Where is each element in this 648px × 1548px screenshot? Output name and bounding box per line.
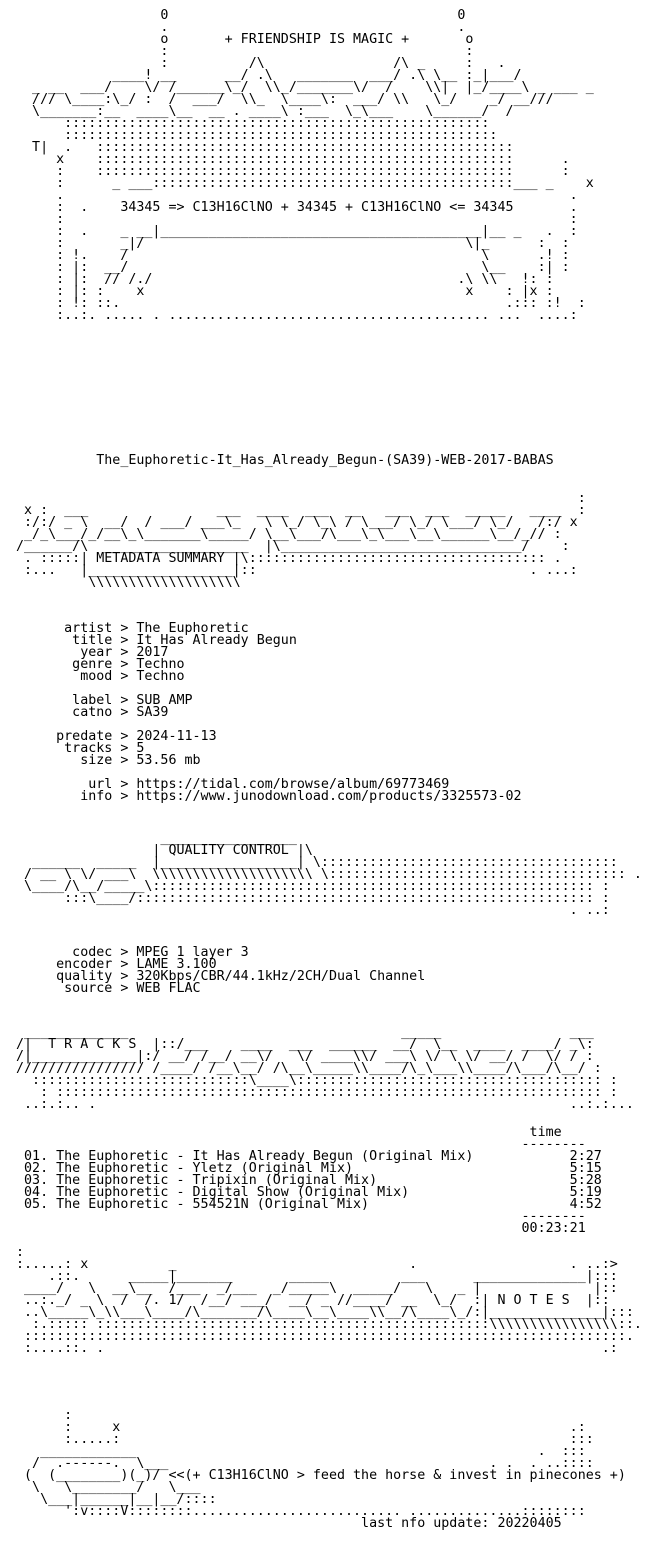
release-name: The_Euphoretic-It_Has_Already_Begun-(SA39)-WEB-2017-BABAS xyxy=(16,453,554,468)
footer-ascii-art: : : x .: :.....: ::: ____________ . ::: / .------. \___ . . . ..:::: ( (________)(_)/ <<(+ C13H16ClNO > feed the horse & invest in pinecones +) \ \________/ \___ \___|______|__|__/:::: ':v::::V::::::::.......................... ..............:::::::: last nfo update: 20220405 xyxy=(24,1408,626,1531)
header-ascii-art: 0 0 . . o + FRIENDSHIP IS MAGIC + o : : : /\ /\ _ : . ____! __ __/ .\ _______ ___/ .\ \__ :_|___/ _ __ ___/ \/ /______\_/ \\_/_______\/ / \\| |_/____\ _ ___ _ /// \____:\_/ : / ___/ \\_ \____\: ___/ \\ \_/ _/ __/// \_______:__ ____\__ __ . ____\ :___ \_\___ \______/ / ::::::::::::::::::::::::::::::::::::::::::::::::::::: :::::::::::::::::::::::::::::::::::::::::::::::::::::: T| . :::::::::::::::::::::::::::::::::::::::::::::::::::: x :::::::::::::::::::::::::::::::::::::::::::::::::::: . : :::::::::::::::::::::::::::::::::::::::::::::::::::: : : _ ___:::::::::::::::::::::::::::::::::::::::::::::___ _ x . . : . 34345 => C13H16ClNO + 34345 + C13H16ClNO <= 34345 . : : : . _ __|________________________________________|__ _ . : : _|/ \|_ : : : !. / \ .! : : |: __/ \__ :| : : |: // /./ .\ \\ !: : : |: : x x : |x : : !: ::. .::: :! : :..:. ..... . ........................................ ... ....: xyxy=(32,8,594,323)
metadata-summary: artist > The Euphoretic title > It Has Already Begun year > 2017 genre > Techno mood > Techno label > SUB AMP catno > SA39 predate > 2024-11-13 tracks > 5 size > 53.56 mb url > https://tidal.com/browse/album/69773469 info > https://www.junodownload.com/products/3325573-02 xyxy=(56,621,522,804)
metadata-summary-banner: : x : ___ ___ ____ ___ __ ___ ___ _____ ____ : :/:/ _ \ __/ / ___/ ___\_ \ \_/ \_\ / \___/ \_/ \___/ \_/ /:/ x _/_\___/_/__\_\_______\_____/ \__\___/\___\_\___\__\______\__/_// : /______/\ __________________ |\______________________________/ : . :::::| METADATA SUMMARY |\::::::::::::::::::::::::::::::::::::: . :... |__________________|:: . ...: \\\\\\\\\\\\\\\\\\\ xyxy=(16,491,586,590)
quality-control-banner: _________________ | QUALITY CONTROL |\ ______ _____ |_________________| \::::::::::::::::::::::::::::::::::::: / __ \ \/ ___\ \\\\\\\\\\\\\\\\\\\\ \::::::::::::::::::::::::::::::::::::: . \____/\__/_____\::::::::::::::::::::::::::::::::::::::::::::::::::::::: : :::\____/::::::::::::::::::::::::::::::::::::::::::::::::::::::::: : . ..: xyxy=(24,831,642,918)
notes-banner: : :.....: x _ . . ..:> .::. _____|_______ _____ ___ ______________|::: ____/ \ __\__ /___ _/___ _/_____\ _____/ \ _ | |:: ..:._/ _ \ / /. 1/ /__/ ___/ __/ _ //____/ __ \_/ :| N O T E S |:: ..\_____\_\\___\____/\_______/\____\__\____\\__/\____\_/:|______________|::: :.::::: :::::::::::::::::::::::::::::::::::::::::::::::::\\\\\\\\\\\\\\\\::. :::::::::::::::::::::::::::::::::::::::::::::::::::::::::::::::::::::::::::. :....::. . .: xyxy=(16,1245,642,1356)
tracks-banner: _____________ _____ ___ /| T R A C K S |::/___ ____ ___ ______ __/ \__ ____ ____/ _\: /|_____________|:/ __/ /__/ __\/ \/ ____\\/ ___\ \/ \ \/ __/ / \/ / : //////////////// /____/ /__\__/ /\__\_____\\____/\_\___\\____/\___/\__/ : :::::::::::::::::::::::::::\____\:::::::::::::::::::::::::::::::::::::: : : :::::::::::::::::::::::::::::::::::::::::::::::::::::::::::::::::::: : ..:.:.. . ..:.:... xyxy=(16,1025,634,1112)
quality-control-info: codec > MPEG 1 layer 3 encoder > LAME 3.100 quality > 320Kbps/CBR/44.1kHz/2CH/Dual Channel source > WEB FLAC xyxy=(56,945,426,996)
track-list: time -------- 01. The Euphoretic - It Has Already Begun (Original Mix) 2:27 02. The Euphoretic - Yletz (Original Mix) 5:15 03. The Euphoretic - Tripixin (Original Mix) 5:28 04. The Euphoretic - Digital Show (Original Mix) 5:19 05. The Euphoretic - 554521N (Original Mix) 4:52 -------- 00:23:21 xyxy=(24,1125,602,1236)
